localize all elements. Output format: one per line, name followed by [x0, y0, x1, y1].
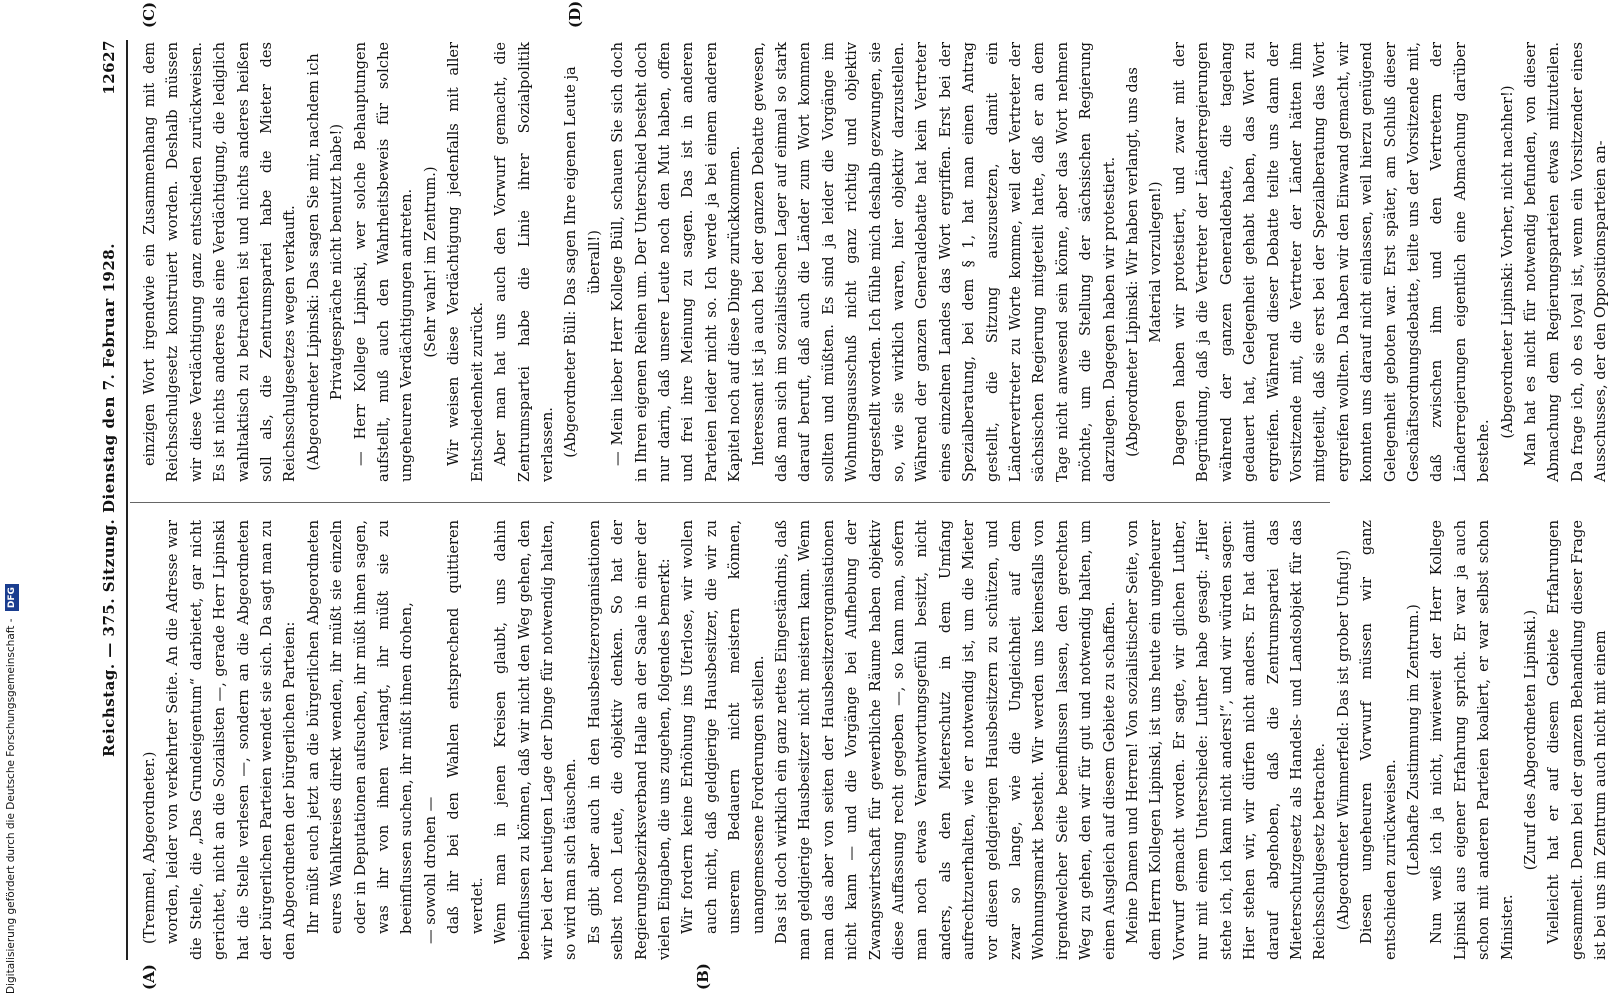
paragraph: Aber man hat uns auch den Vorwurf gemacht, die Zentrumspartei habe die Linie ihrer Sozialpolitik verlassen.: [492, 42, 556, 482]
paragraph: Wir weisen diese Verdächtigung jedenfalls mit aller Entschiedenheit zurück.: [445, 42, 486, 482]
paragraph: Wenn man in jenen Kreisen glaubt, uns dahin beeinflussen zu können, daß wir nicht den Weg gehen, den wir bei der heutigen Lage der Dinge für notwendig halten, so wird man sich täuschen.: [492, 520, 580, 960]
interjection: (Abgeordneter Lipinski: Das sagen Sie mir, nachdem ich Privatgespräche nicht benutzt habe!): [304, 53, 346, 471]
interjection: (Abgeordneter Wimmerfeld: Das ist grober Unfug!): [1334, 549, 1352, 931]
paragraph: Man hat es nicht für notwendig befunden, von dieser Abmachung dem Regierungsparteien etwas mitzuteilen. Da frage ich, ob es loyal ist, wenn ein Vorsitzender eines Ausschusses, der den Oppositionsparteien an-: [1521, 42, 1610, 482]
interjection: (Sehr wahr! im Zentrum.): [421, 166, 439, 358]
interjection: (Abgeordneter Büll: Das sagen Ihre eigenen Leute ja überall!): [562, 66, 603, 458]
left-column: [138, 520, 1610, 960]
paragraph: — sowohl drohen —: [421, 796, 439, 944]
paragraph: einzigen Wort irgendwie ein Zusammenhang mit dem Reichsschulgesetz konstruiert worden. Deshalb müssen wir diese Verdächtigung ganz entschieden zurückweisen. Es ist nichts anderes als eine Verdächtigung, die lediglich wahltaktisch zu betrachten ist und nichts anderes heißen soll als, die Zentrumspartei habe die Mieter des Reichsschulgesetzes wegen verkauft.: [141, 42, 299, 482]
page-number: 12627: [100, 40, 118, 95]
margin-marker-c: (C): [140, 1, 158, 28]
digitization-footer: [4, 4, 18, 994]
right-column: [138, 42, 1610, 482]
paragraph: Das ist doch wirklich ein ganz nettes Eingeständnis, daß man geldgierige Hausbesitzer nicht meistern kann. Wenn man das aber von seiten der Hausbesitzerorganisationen nicht kann — und die Vorgänge bei Aufhebung der Zwangswirtschaft für gewerbliche Räume haben objektiv diese Auffassung recht gegeben —, so kann man, sofern man noch etwas Verantwortungsgefühl besitzt, nicht anders, als den Mieterschutz in dem Umfang aufrechtzuerhalten, wie er notwendig ist, um die Mieter vor diesen geldgierigen Hausbesitzern zu schützen, und zwar so lange, wie die Ungleichheit auf dem Wohnungsmarkt besteht. Wir werden uns keinesfalls von irgendwelcher Seite beeinflussen lassen, den gerechten Weg zu gehen, den wir für gut und notwendig halten, um einen Ausgleich auf diesem Gebiete zu schaffen.: [772, 520, 1118, 960]
paragraph: Diesen ungeheuren Vorwurf müssen wir ganz entschieden zurückweisen.: [1358, 520, 1399, 960]
margin-marker-b: (B): [694, 963, 712, 990]
dfg-logo: DFG: [5, 584, 19, 611]
paragraph: (Tremmel, Abgeordneter.): [141, 751, 158, 944]
interjection: (Lebhafte Zustimmung im Zentrum.): [1404, 604, 1422, 876]
paragraph: Es gibt aber auch in den Hausbesitzerorganisationen selbst noch Leute, die objektiv denken. So hat der Regierungsbezirksverband Halle an der Saale in einer der vielen Eingaben, die uns zugehen, folgendes bemerkt:: [585, 520, 673, 960]
paragraph: Vielleicht hat er auf diesem Gebiete Erfahrungen gesammelt. Denn bei der ganzen Behandlung dieser Frage ist bei uns im Zentrum auch nicht mit einem: [1545, 520, 1610, 960]
paragraph: Ihr müßt euch jetzt an die bürgerlichen Abgeordneten eures Wahlkreises direkt wenden, ihr müßt sie einzeln oder in Deputationen aufsuchen, ihr müßt ihnen sagen, was ihr von ihnen verlangt, ihr müßt sie zu beeinflussen suchen, ihr müßt ihnen drohen,: [304, 520, 416, 934]
paragraph: worden, leider von verkehrter Seite. An die Adresse war die Stelle, die „Das Grundeigentum“ darbietet, gar nicht gerichtet, nicht an die Sozialisten —, gerade Herr Lipinski hat die Stelle verlesen —, sondern an die Abgeordneten der bürgerlichen Parteien wendet sie sich. Da sagt man zu den Abgeordneten der bürgerlichen Parteien:: [164, 520, 299, 960]
header-title: Reichstag. — 375. Sitzung. Dienstag den 7. Februar 1928.: [100, 243, 118, 757]
margin-marker-a: (A): [140, 964, 158, 990]
column-divider: [130, 502, 1330, 503]
interjection: (Abgeordneter Lipinski: Vorher, nicht nachher!): [1498, 85, 1516, 439]
page-header: [100, 40, 124, 960]
paragraph: — Herr Kollege Lipinski, wer solche Behauptungen aufstellt, muß auch den Wahrheitsbeweis für solche ungeheuren Verdächtigungen antreten.: [351, 42, 416, 482]
paragraph: daß ihr bei den Wahlen entsprechend quittieren werdet.: [445, 520, 486, 934]
paragraph: Nun weiß ich ja nicht, inwieweit der Herr Kollege Lipinski aus eigener Erfahrung spricht. Er war ja auch schon mit anderen Parteien koaliert, er war selbst schon Minister.: [1428, 520, 1516, 960]
paragraph: Meine Damen und Herren! Von sozialistischer Seite, von dem Herrn Kollegen Lipinski, ist uns heute ein ungeheurer Vorwurf gemacht worden. Er sagte, wir glichen Luther, nur mit einem Unterschiede: Luther habe gesagt: „Hier stehe ich, ich kann nicht anders!“, und wir würden sagen: Hier stehen wir, wir dürfen nicht anders. Er hat damit darauf abgehoben, daß die Zentrumspartei das Mieterschutzgesetz als Handels- und Landsobjekt für das Reichsschulgesetz betrachte.: [1124, 520, 1329, 960]
paragraph: Wir fordern keine Erhöhung ins Uferlose, wir wollen auch nicht, daß geldgierige Hausbesitzer, die wir zu unserem Bedauern nicht meistern können, unangemessene Forderungen stellen.: [679, 520, 767, 934]
margin-marker-d: (D): [566, 0, 584, 28]
footer-credit: Digitalisierung gefördert durch die Deutsche Forschungsgemeinschaft -: [5, 618, 17, 994]
paragraph: — Mein lieber Herr Kollege Büll, schauen Sie sich doch in Ihren eigenen Reihen um. Der Unterschied besteht doch nur darin, daß unsere Leute noch den Mut haben, offen und frei ihre Meinung zu sagen. Das ist in anderen Parteien leider nicht so. Ich werde ja bei einem anderen Kapitel noch auf diese Dinge zurückkommen.: [609, 42, 744, 482]
interjection: (Abgeordneter Lipinski: Wir haben verlangt, uns das Material vorzulegen!): [1124, 67, 1165, 457]
interjection: (Zuruf des Abgeordneten Lipinski.): [1521, 609, 1539, 871]
paragraph: Dagegen haben wir protestiert, und zwar mit der Begründung, daß ja die Vertreter der Länderregierungen während der ganzen Generaldebatte, die tagelang gedauert hat, Gelegenheit gehabt haben, das Wort zu ergreifen. Während dieser Debatte teilte uns dann der Vorsitzende mit, die Vertreter der Länder hätten ihm mitgeteilt, daß sie erst bei der Spezialberatung das Wort ergreifen wollten. Da haben wir den Einwand gemacht, wir konnten uns darauf nicht einlassen, weil hierzu genügend Gelegenheit geboten war. Erst später, am Schluß dieser Geschäftsordnungsdebatte, teilte uns der Vorsitzende mit, daß zwischen ihm und den Vertretern der Länderregierungen eigentlich eine Abmachung darüber bestehe.: [1170, 42, 1493, 482]
header-rule: [126, 40, 128, 960]
paragraph: Interessant ist ja auch bei der ganzen Debatte gewesen, daß man sich im sozialistischen Lager auf einmal so stark darauf beruft, daß auch die Länder zum Wort kommen sollten und müßten. Es sind ja leider die Vorgänge im Wohnungsausschuß nicht ganz richtig und objektiv dargestellt worden. Ich fühle mich deshalb gezwungen, sie so, wie sie wirklich waren, hier objektiv darzustellen. Während der ganzen Generaldebatte hat kein Vertreter eines einzelnen Landes das Wort ergriffen. Erst bei der Spezialberatung, bei dem § 1, hat man einen Antrag gestellt, die Sitzung auszusetzen, damit ein Ländervertreter zu Worte komme, weil der Vertreter der sächsischen Regierung mitgeteilt hatte, daß er an dem Tage nicht anwesend sein könne, aber das Wort nehmen möchte, um die Stellung der sächsischen Regierung darzulegen. Dagegen haben wir protestiert.: [749, 42, 1118, 482]
